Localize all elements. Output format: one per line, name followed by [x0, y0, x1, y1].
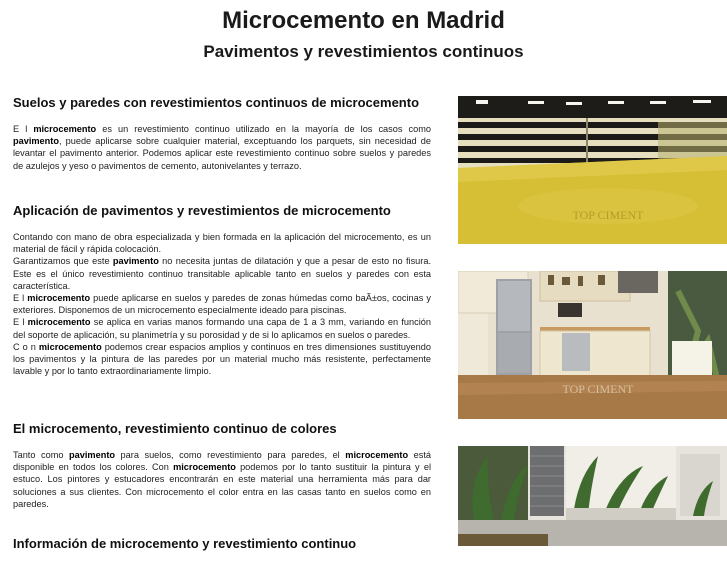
keyword-bold: pavimento	[112, 256, 159, 267]
paragraph-text: Contando con mano de obra especializada y bien formada en la aplicación del microcemento, es un material de fácil y rápida colocación.	[13, 232, 431, 255]
photo-patio-garden	[458, 446, 727, 546]
keyword-bold: microcemento	[173, 462, 236, 473]
paragraph-text: no necesita juntas de dilatación y que a pesar de esto no fisura. Este es el único revestimiento continuo transitable aplicable tanto en suelos y paredes con esta característica.	[13, 256, 432, 291]
photo-kitchen	[458, 271, 727, 419]
section-heading: El microcemento, revestimiento continuo de colores	[13, 421, 337, 436]
keyword-bold: microcemento	[27, 317, 91, 328]
photo-yellow-floor-room	[458, 96, 727, 244]
paragraph-text: está disponible en todos los colores. Con	[13, 450, 432, 473]
paragraph-text: es un revestimiento continuo utilizado en la mayoría de los casos como	[96, 124, 432, 134]
body-paragraph	[13, 231, 431, 255]
paragraph-text: Garantizamos que este	[13, 256, 113, 267]
paragraph-text: E l	[13, 317, 28, 328]
paragraph-text: C o n	[13, 341, 39, 352]
section-colores	[13, 421, 431, 510]
paragraph-text: podemos crear espacios amplios y continuos en tres dimensiones sustituyendo los pavimentos y la pintura de las paredes por un material mucho más resistente, perfectamente lavable y por lo tanto extraordinariamente limpio.	[13, 341, 431, 377]
section-suelos-paredes	[13, 95, 431, 172]
keyword-bold: microcemento	[345, 450, 409, 460]
body-paragraph	[13, 449, 431, 510]
keyword-bold: pavimento	[69, 450, 115, 460]
paragraph-text: , puede aplicarse sobre cualquier material, exceptuando los parquets, sin necesidad de levantar el pavimento anterior. Podemos aplicar este revestimiento continuo sobre suelos y paredes de azulejos y yeso o pavimentos de cemento, autonivelantes y terrazo.	[13, 136, 431, 171]
paragraph-text: se aplica en varias manos formando una capa de 1 a 3 mm, variando en función del soporte de aplicación, su planimetría y su porosidad y de si lo aplicamos en suelos o paredes.	[13, 317, 431, 340]
section-heading: Suelos y paredes con revestimientos continuos de microcemento	[13, 95, 420, 110]
body-paragraph	[13, 316, 431, 340]
paragraph-text: E l	[13, 293, 28, 304]
paragraph-text: Tanto como	[13, 450, 70, 460]
keyword-bold: microcemento	[38, 341, 102, 352]
paragraph-text: puede aplicarse en suelos y paredes de zonas húmedas como baÃ±os, cocinas y exteriores. Disponemos de un microcemento especialmente ideado para piscinas.	[13, 293, 431, 316]
page-subtitle: Pavimentos y revestimientos continuos	[203, 42, 524, 61]
section-heading: Información de microcemento y revestimiento continuo	[13, 536, 357, 551]
page-title: Microcemento en Madrid	[222, 7, 505, 34]
section-heading: Aplicación de pavimentos y revestimientos de microcemento	[13, 203, 391, 218]
keyword-bold: pavimento	[13, 136, 59, 147]
section-aplicacion	[13, 203, 431, 377]
section-informacion	[13, 536, 431, 564]
keyword-bold: microcemento	[33, 124, 97, 134]
paragraph-text: podemos por lo tanto sustituir la pintura y el estuco. Los pintores y estucadores encontrarán en este material una herramienta más para dar soluciones a sus clientes. Con microcemento el color entra en las casas tanto en suelos como en paredes.	[13, 462, 431, 509]
body-paragraph	[13, 341, 431, 378]
photo-watermark: TOP CIMENT	[572, 208, 644, 222]
keyword-bold: microcemento	[27, 293, 91, 304]
paragraph-text: E l	[13, 124, 34, 134]
body-paragraph	[13, 255, 431, 292]
body-paragraph	[13, 292, 431, 316]
paragraph-text: para suelos, como revestimiento para paredes, el	[115, 450, 346, 460]
photo-watermark: TOP CIMENT	[562, 382, 634, 396]
body-paragraph	[13, 123, 431, 172]
